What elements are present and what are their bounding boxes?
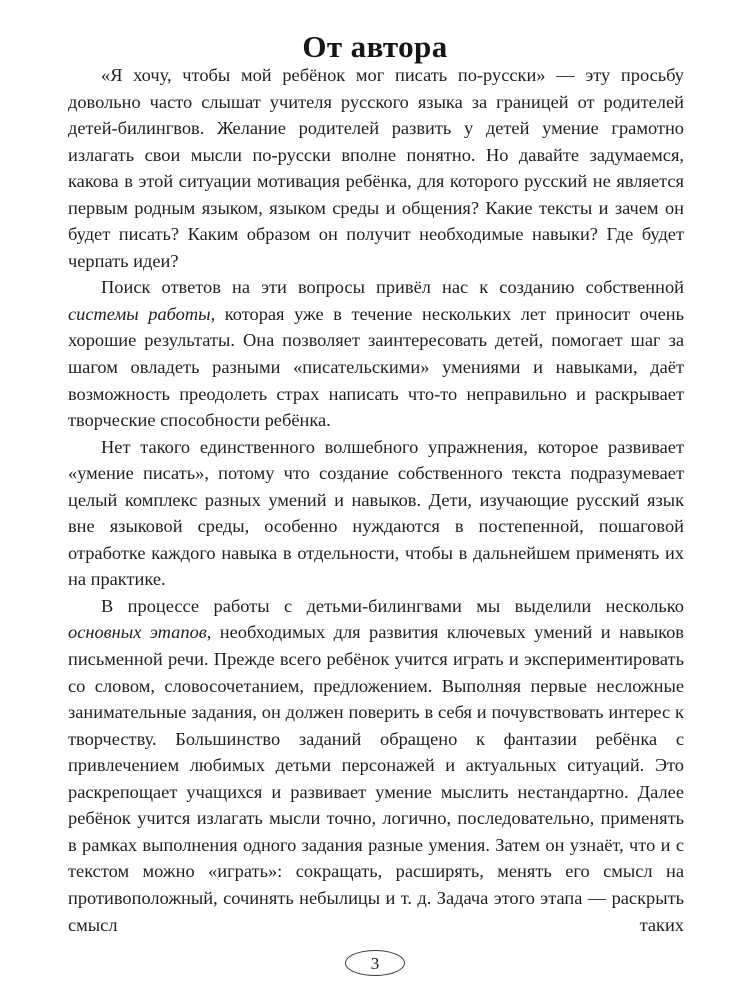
text-run: , которая уже в течение нескольких лет приносит очень хорошие результаты. Она позволяет заинтересовать детей, помогает шаг за шагом овладеть разными «писательскими» умениями и навыками, даёт возможность преодолеть страх написать что-то неправильно и раскрывает творческие способности ребёнка. [68, 303, 684, 431]
body-text [68, 62, 684, 938]
paragraph [68, 434, 684, 593]
emphasis-text: системы работы [68, 303, 211, 324]
paragraph [68, 62, 684, 274]
text-run: , необходимых для развития ключевых умений и навыков письменной речи. Прежде всего ребёнок учится играть и экспериментировать со словом, словосочетанием, предложением. Выполняя первые несложные занимательные задания, он должен поверить в себя и почувствовать интерес к творчеству. Большинство заданий обращено к фантазии ребёнка с привлечением любимых детьми персонажей и актуальных ситуаций. Это раскрепощает учащихся и развивает умение мыслить нестандартно. Далее ребёнок учится излагать мысли точно, логично, последовательно, применять в рамках выполнения одного задания разные умения. Затем он узнаёт, что и с текстом можно «играть»: сокращать, расширять, менять его смысл на противоположный, сочинять небылицы и т. д. Задача этого этапа — раскрыть смысл таких [68, 622, 684, 935]
page-number [345, 950, 405, 976]
text-run: «Я хочу, чтобы мой ребёнок мог писать по-русски» — эту просьбу довольно часто слышат учителя русского языка за границей от родителей детей-билингвов. Желание родителей развить у детей умение грамотно излагать свои мысли по-русски вполне понятно. Но давайте задумаемся, какова в этой ситуации мотивация ребёнка, для которого русский не является первым родным языком, языком среды и общения? Какие тексты и зачем он будет писать? Каким образом он получит необходимые навыки? Где будет черпать идеи? [68, 65, 684, 271]
page-number-value: 3 [370, 953, 380, 973]
text-run: Поиск ответов на эти вопросы привёл нас к созданию собственной [101, 277, 684, 298]
page-title: От автора [302, 28, 448, 64]
emphasis-text: основных этапов [68, 622, 207, 643]
paragraph [68, 593, 684, 938]
text-run: В процессе работы с детьми-билингвами мы выделили несколько [101, 595, 684, 616]
text-run: Нет такого единственного волшебного упражнения, которое развивает «умение писать», потому что создание собственного текста подразумевает целый комплекс разных умений и навыков. Дети, изучающие русский язык вне языковой среды, особенно нуждаются в постепенной, пошаговой отработке каждого навыка в отдельности, чтобы в дальнейшем применять их на практике. [68, 436, 684, 590]
paragraph [68, 274, 684, 433]
